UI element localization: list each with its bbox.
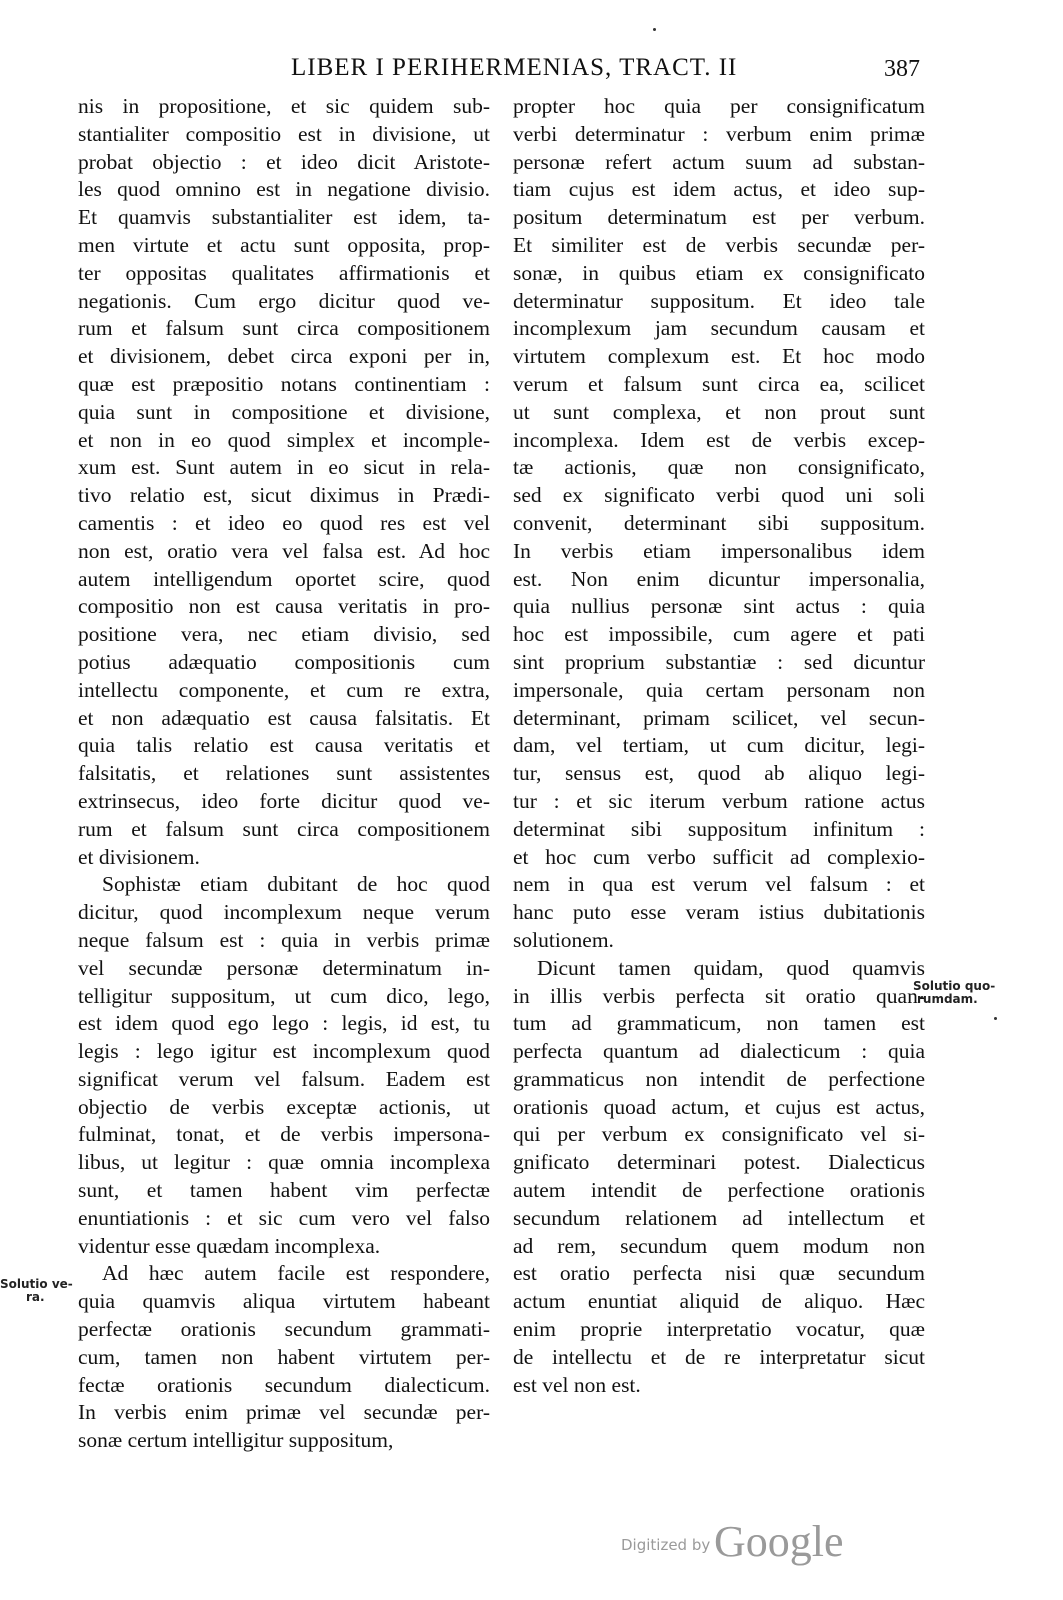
text-line: in illis verbis perfecta sit oratio quan- [513, 983, 925, 1008]
text-line: personæ refert actum suum ad substan- [513, 149, 925, 174]
text-line: tum ad grammaticum, non tamen est [513, 1011, 925, 1036]
text-line: tivo relatio est, sicut diximus in Prædi- [78, 483, 490, 508]
text-line: orationis quoad actum, et cujus est actus, [513, 1094, 925, 1119]
text-line: quia quamvis aliqua virtutem habeant [78, 1289, 490, 1314]
text-line: determinat sibi suppositum infinitum : [513, 816, 925, 841]
margin-note-line: Solutio quo- [913, 979, 996, 993]
text-line: libus, ut legitur : quæ omnia incomplexa [78, 1150, 490, 1175]
text-line: sonæ, in quibus etiam ex consignificato [513, 260, 925, 285]
text-line: quia sunt in compositione et divisione, [78, 399, 490, 424]
text-line: qui per verbum ex consignificato vel si- [513, 1122, 925, 1147]
text-line: perfecta quantum ad dialecticum : quia [513, 1039, 925, 1064]
text-line: ut sunt complexa, et non prout sunt [513, 399, 925, 424]
text-line: xum est. Sunt autem in eo sicut in rela- [78, 455, 490, 480]
text-line: telligitur suppositum, ut cum dico, lego, [78, 983, 490, 1008]
text-line: videntur esse quædam incomplexa. [78, 1233, 381, 1258]
text-line: dam, vel tertiam, ut cum dicitur, legi- [513, 733, 925, 758]
page-number: 387 [884, 56, 920, 82]
scan-speck [994, 1017, 997, 1020]
text-line: fulminat, tonat, et de verbis impersona- [78, 1122, 490, 1147]
text-line: rum et falsum sunt circa compositionem [78, 316, 490, 341]
text-line: ad rem, secundum quem modum non [513, 1233, 925, 1258]
text-line: non est, oratio vera vel falsa est. Ad hoc [78, 538, 490, 563]
text-line: impersonale, quia certam personam non [513, 677, 925, 702]
text-line: determinatur suppositum. Et ideo tale [513, 288, 925, 313]
text-line: tæ actionis, quæ non consignificato, [513, 455, 925, 480]
digitization-watermark [621, 1517, 844, 1566]
text-line: convenit, determinant sibi suppositum. [513, 510, 925, 535]
text-line: enuntiationis : et sic cum vero vel falso [78, 1205, 490, 1230]
text-line: nem in qua est verum vel falsum : et [513, 872, 925, 897]
text-line: est. Non enim dicuntur impersonalia, [513, 566, 925, 591]
text-line: verum et falsum sunt circa ea, scilicet [513, 371, 925, 396]
text-line: actum enuntiat aliquid de aliquo. Hæc [513, 1289, 925, 1314]
text-line: sonæ certum intelligitur suppositum, [78, 1428, 394, 1453]
text-line: incomplexum jam secundum causam et [513, 316, 925, 341]
text-line: sunt, et tamen habent vim perfectæ [78, 1178, 490, 1203]
text-line: et divisionem. [78, 844, 200, 869]
text-line: est idem quod ego lego : legis, id est, tu [78, 1011, 490, 1036]
text-line: tur : et sic iterum verbum ratione actus [513, 788, 925, 813]
text-line: sed ex significato verbi quod uni soli [513, 483, 925, 508]
text-line: In verbis etiam impersonalibus idem [513, 538, 925, 563]
text-line: quia nullius personæ sint actus : quia [513, 594, 925, 619]
text-line: quæ est præpositio notans continentiam : [78, 371, 490, 396]
text-line: virtutem complexum est. Et hoc modo [513, 344, 925, 369]
text-line: autem intelligendum oportet scire, quod [78, 566, 490, 591]
margin-note-solutio-vera [0, 1278, 73, 1304]
text-line: ter oppositas qualitates affirmationis et [78, 260, 490, 285]
text-line: quia talis relatio est causa veritatis et [78, 733, 490, 758]
text-line: neque falsum est : quia in verbis primæ [78, 927, 490, 952]
text-line: secundum relationem ad intellectum et [513, 1205, 925, 1230]
text-line: tur, sensus est, quod ab aliquo legi- [513, 761, 925, 786]
text-line: fectæ orationis secundum dialecticum. [78, 1372, 490, 1397]
text-line: significat verum vel falsum. Eadem est [78, 1066, 490, 1091]
text-line: Et quamvis substantialiter est idem, ta- [78, 205, 490, 230]
text-line: enim proprie interpretatio vocatur, quæ [513, 1317, 925, 1342]
text-line: stantialiter compositio est in divisione, ut [78, 121, 490, 146]
text-line: autem intendit de perfectione orationis [513, 1178, 925, 1203]
text-line: Sophistæ etiam dubitant de hoc quod [102, 872, 490, 897]
text-line: est vel non est. [513, 1372, 641, 1397]
left-text-column [78, 93, 490, 1455]
text-line: et hoc cum verbo sufficit ad complexio- [513, 844, 925, 869]
text-line: les quod omnino est in negatione divisio. [78, 177, 490, 202]
page-header [78, 52, 920, 86]
text-line: tiam cujus est idem actus, et ideo sup- [513, 177, 925, 202]
text-line: Dicunt tamen quidam, quod quamvis [537, 955, 925, 980]
margin-note-solutio-quorumdam [913, 980, 995, 1006]
text-line: intellectu componente, et cum re extra, [78, 677, 490, 702]
text-line: verbi determinatur : verbum enim primæ [513, 121, 925, 146]
text-line: grammaticus non intendit de perfectione [513, 1066, 925, 1091]
text-line: Et similiter est de verbis secundæ per- [513, 232, 925, 257]
margin-note-line: ra. [26, 1290, 45, 1304]
text-line: rum et falsum sunt circa compositionem [78, 816, 490, 841]
text-line: et non in eo quod simplex et incomple- [78, 427, 490, 452]
text-line: negationis. Cum ergo dicitur quod ve- [78, 288, 490, 313]
text-line: propter hoc quia per consignificatum [513, 94, 925, 118]
scan-speck [653, 28, 656, 31]
text-line: est oratio perfecta nisi quæ secundum [513, 1261, 925, 1286]
text-line: solutionem. [513, 927, 614, 952]
text-line: legis : lego igitur est incomplexum quod [78, 1039, 490, 1064]
text-line: compositio non est causa veritatis in pro- [78, 594, 490, 619]
text-line: camentis : et ideo eo quod res est vel [78, 510, 490, 535]
text-line: et non adæquatio est causa falsitatis. Et [78, 705, 490, 730]
text-line: extrinsecus, ideo forte dicitur quod ve- [78, 788, 490, 813]
text-line: sint proprium substantiæ : sed dicuntur [513, 649, 925, 674]
text-line: nis in propositione, et sic quidem sub- [78, 94, 490, 118]
text-line: Ad hæc autem facile est respondere, [102, 1261, 490, 1286]
text-line: hanc puto esse veram istius dubitationis [513, 900, 925, 925]
text-line: et divisionem, debet circa exponi per in, [78, 344, 490, 369]
text-line: objectio de verbis exceptæ actionis, ut [78, 1094, 490, 1119]
text-line: probat objectio : et ideo dicit Aristote- [78, 149, 490, 174]
right-text-column [513, 93, 925, 1399]
text-line: incomplexa. Idem est de verbis excep- [513, 427, 925, 452]
margin-note-line: Solutio ve- [0, 1277, 73, 1291]
text-line: positione vera, nec etiam divisio, sed [78, 622, 490, 647]
text-line: de intellectu et de re interpretatur sicut [513, 1344, 925, 1369]
text-line: positum determinatum est per verbum. [513, 205, 925, 230]
text-line: cum, tamen non habent virtutem per- [78, 1344, 490, 1369]
running-title: LIBER I PERIHERMENIAS, TRACT. II [291, 54, 738, 81]
text-line: determinant, primam scilicet, vel secun- [513, 705, 925, 730]
text-line: men virtute et actu sunt opposita, prop- [78, 232, 490, 257]
text-line: dicitur, quod incomplexum neque verum [78, 900, 490, 925]
text-line: potius adæquatio compositionis cum [78, 649, 490, 674]
digitized-by-label: Digitized by [621, 1536, 711, 1554]
google-logo: Google [714, 1517, 844, 1566]
margin-note-line: rumdam. [917, 992, 978, 1006]
text-line: vel secundæ personæ determinatum in- [78, 955, 490, 980]
text-line: gnificato determinari potest. Dialecticus [513, 1150, 925, 1175]
text-line: perfectæ orationis secundum grammati- [78, 1317, 490, 1342]
text-line: falsitatis, et relationes sunt assistentes [78, 761, 490, 786]
text-line: In verbis enim primæ vel secundæ per- [78, 1400, 490, 1425]
text-line: hoc est impossibile, cum agere et pati [513, 622, 925, 647]
